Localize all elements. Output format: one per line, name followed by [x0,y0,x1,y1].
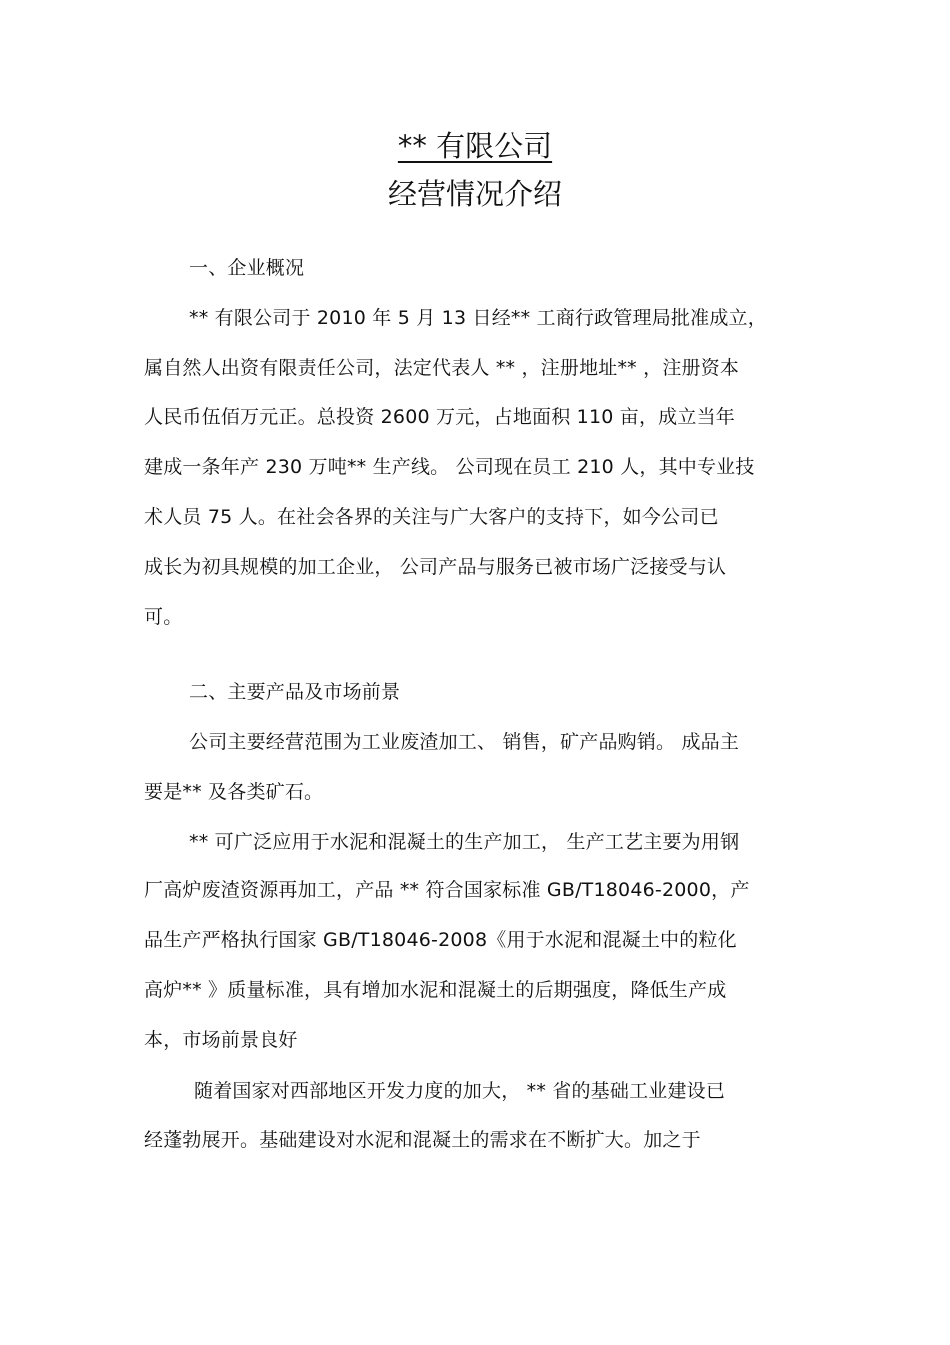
paragraph-line: 厂高炉废渣资源再加工，产品 ** 符合国家标准 GB/T18046-2000，产 [144,879,750,901]
paragraph-line: 品生产严格执行国家 GB/T18046-2008《用于水泥和混凝土中的粒化 [144,929,737,951]
paragraph-line: 经蓬勃展开。基础建设对水泥和混凝土的需求在不断扩大。加之于 [144,1129,701,1151]
paragraph-line: 随着国家对西部地区开发力度的加大， ** 省的基础工业建设已 [194,1080,726,1102]
section2-heading: 二、主要产品及市场前景 [189,681,401,703]
paragraph-line: 要是** 及各类矿石。 [144,781,324,803]
paragraph-line: ** 可广泛应用于水泥和混凝土的生产加工， 生产工艺主要为用钢 [189,831,740,853]
paragraph-line: 可。 [144,606,183,628]
paragraph-line: 公司主要经营范围为工业废渣加工、 销售，矿产品购销。 成品主 [189,731,740,753]
paragraph-line: 成长为初具规模的加工企业， 公司产品与服务已被市场广泛接受与认 [144,556,727,578]
paragraph-line: ** 有限公司于 2010 年 5 月 13 日经** 工商行政管理局批准成立， [189,307,767,329]
paragraph-line: 高炉** 》质量标准，具有增加水泥和混凝土的后期强度，降低生产成 [144,979,727,1001]
paragraph-line: 人民币伍佰万元正。总投资 2600 万元，占地面积 110 亩，成立当年 [144,406,735,428]
paragraph-line: 术人员 75 人。在社会各界的关注与广大客户的支持下，如今公司已 [144,506,719,528]
document-subtitle: 经营情况介绍 [387,177,562,211]
paragraph-line: 本，市场前景良好 [144,1029,298,1051]
document-title: ** 有限公司 [397,129,553,163]
paragraph-line: 属自然人出资有限责任公司，法定代表人 ** ，注册地址** ，注册资本 [144,357,740,379]
section1-heading: 一、企业概况 [189,257,305,279]
paragraph-line: 建成一条年产 230 万吨** 生产线。 公司现在员工 210 人，其中专业技 [144,456,755,478]
